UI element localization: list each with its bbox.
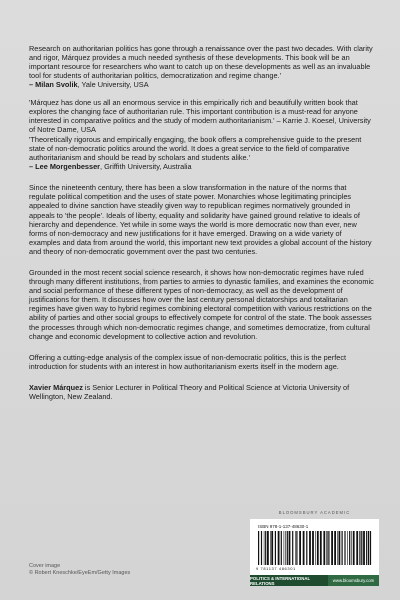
endorsement-svolik xyxy=(29,44,374,89)
cover-credit: Cover image © Robert Kneschke/EyeEm/Getty Images xyxy=(29,563,131,576)
publisher-logo-text: BLOOMSBURY ACADEMIC xyxy=(278,510,351,515)
endorsement-attribution: – Milan Svolik, Yale University, USA xyxy=(29,80,149,90)
endorsement-text: 'Márquez has done us all an enormous service in this empirically rich and beautifully written book that explores the changing face of authoritarian rule. This important contribution is a must-read for anyone interested in comparative politics and the study of modern authoritarianism.' – Karrie J. Koesel, University of Notre Dame, USA xyxy=(29,97,371,135)
endorsement-text: Research on authoritarian politics has gone through a renaissance over the past two decades. With clarity and rigor, Márquez provides a much needed synthesis of these developments. This book will be an important resource for researchers who want to catch up on these developments as well as an invaluable tool for students of authoritarian politics, democratization and regime change.' xyxy=(29,44,373,81)
subject-bar xyxy=(250,575,379,586)
description-paragraph: Offering a cutting-edge analysis of the complex issue of non-democratic politics, this is the perfect introduction for students with an interest in how authoritarianism exerts itself in the modern age. xyxy=(29,352,347,371)
subject-category: POLITICS & INTERNATIONAL RELATIONS xyxy=(250,575,328,586)
isbn-number: ISBN 978-1-137-48630-1 xyxy=(258,524,309,529)
endorsement-attribution: – Lee Morgenbesser, Griffith University, Australia xyxy=(29,162,192,172)
barcode-icon xyxy=(256,531,373,565)
endorsement-text: 'Theoretically rigorous and empirically engaging, the book offers a comprehensive guide to the present state of non-democratic politics around the world. It does a great service to the field of comparative authoritarianism and should be read by scholars and students alike.' xyxy=(29,134,362,163)
description-paragraph: Since the nineteenth century, there has been a slow transformation in the nature of the norms that regulate political competition and the uses of state power. Monarchies whose legitimating principles appealed to divine sanction have steadily given way to republican regimes normatively grounded in appeals to 'the people'. Ideals of liberty, equality and solidarity have gained ground relative to ideals of hierarchy and dependence. Yet while in some ways the world is more democratic now than ever, new forms of non-democracy and new justifications for it have emerged. Drawing on a wide variety of examples and data from around the world, this important new text provides a global account of the history and theory of non-democratic government over the past two centuries. xyxy=(29,183,372,256)
endorsement-koesel xyxy=(29,98,374,134)
description-paragraph: Grounded in the most recent social science research, it shows how non-democratic regimes have ruled through many different institutions, from parties to armies to dynastic families, and examines the economic and social performance of these different types of non-democracy, as well as the development of justifications for them. It discusses how over the last century personal dictatorships and totalitarian regimes have given way to hybrid regimes combining electoral competition with various restrictions on the ability of parties and other social groups to effectively compete for control of the state. The book assesses the processes through which non-democratic regimes change, and sometimes democratize, from cultural change and economic development to collective action and revolution. xyxy=(29,267,374,341)
cover-text xyxy=(29,44,374,410)
endorsement-morgenbesser xyxy=(29,135,374,171)
publisher-website: www.bloomsbury.com xyxy=(328,575,379,586)
author-bio: Xavier Márquez is Senior Lecturer in Political Theory and Political Science at Victoria University of Wellington, New Zealand. xyxy=(29,382,350,401)
barcode-digits: 9 781137 486301 xyxy=(256,566,296,571)
